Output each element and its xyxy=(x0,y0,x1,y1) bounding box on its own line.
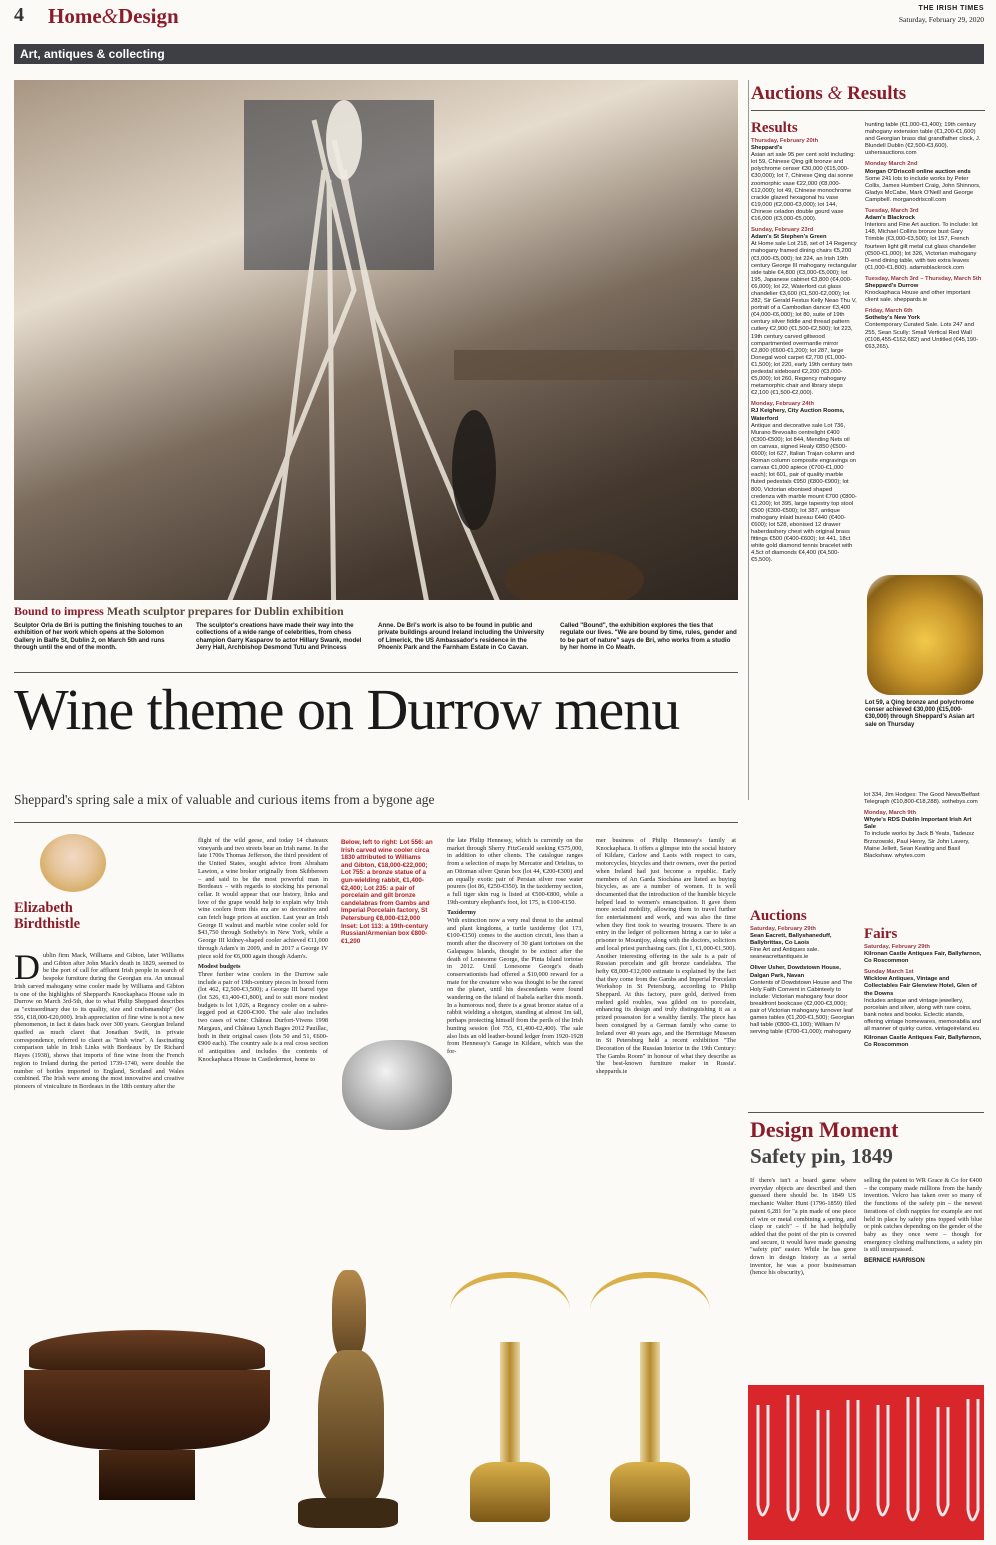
censer-caption: Lot 59, a Qing bronze and polychrome censer achieved €30,000 (€15,000-€30,000) through Sheppard's Asian art sale on Thursday xyxy=(865,700,975,728)
result-entry xyxy=(865,276,983,304)
results-col-2 xyxy=(865,122,983,642)
article-text-3: the late Philip Hennessy, which is currently on the market through Sherry FitzGerald seeking €575,000, in addition to other clients. The catalogue ranges from a selection of maps by Mercator and Ortelius, to an Ottoman silver Quran box (lot 44, €200-€300) and an equally exotic pair of Persian silver rose water pourers (lot 86, €250-€350). In the taxidermy section, a full tiger skin rug is listed at €500-€800, while a 19th-century elephant's foot, lot 175, is €100-€150. xyxy=(447,837,583,906)
auctions-title-amp: & xyxy=(827,83,843,104)
photo-safety-pins xyxy=(748,1385,984,1540)
photo-candelabra xyxy=(420,1262,738,1542)
fair-date: Sunday March 1st xyxy=(864,969,914,976)
auctions-list xyxy=(750,926,856,1136)
auction-venue: Sean Eacrett, Ballyshaneduff, Ballybrittas, Co Laois xyxy=(750,933,832,947)
result-text: lot 334, Jim Hodges: The Good News/Belfast Telegraph (€10,800-€18,288). sothebys.com xyxy=(864,792,980,806)
result-date: Monday March 2nd xyxy=(865,161,918,168)
result-venue: Sheppard's xyxy=(751,145,783,152)
issue-date: Saturday, February 29, 2020 xyxy=(898,15,984,24)
result-text: Antique and decorative sale Lot 736, Murano Brevoalto centrelight €400 (€300-€500); lot 844, Mending Nets oil on canvas, signed Healy €850 (€500-€600); lot 627, Italian Trajan column and Roman column composite engravings on canvas €1,000 apiece (€700-€1,000 each); lot 601, pair of quality marble fluted pedestals €950 (€800-€900); lot 800, Victorian ebonised shaped credenza with marble mount €700 (€800-€1,200); lot 395, large tapestry top stool €500 (€300-€500); lot 387, antique mahogany inlaid bureau €440 (€400-€600); lot 528, ebonised 12 drawer haberdashery chest with original brass fittings €500 (€400-€600); lot 441, 18ct white gold diamond tennis bracelet with 4.5ct of diamonds €4,400 (€4,500-€5,500). xyxy=(751,422,857,564)
results-heading: Results xyxy=(751,120,798,136)
divider xyxy=(14,822,738,823)
result-text: Interiors and Fine Art auction. To include: lot 148, Michael Collins bronze bust Gary Trimble (€3,000-€3,500); lot 157, French fourteen light gilt metal cut glass chandelier (€500-€1,000); lot 326, Victorian mahogany D-end dining table, with two extra leaves (€1,000-€1,800). adamsblackrock.com xyxy=(865,222,978,271)
article-text-2a: flight of the wild geese, and today 14 chateaux vineyards and two streets bear an Irish name. In the late 1700s Thomas Jefferson, the third president of the United States, sought advice from Abraham Lawton, a wine broker originally from Skibbereen – and said to be the most powerful man in Bordeaux – with regards to stocking his personal cellar. It would appear that our history, links and love of the grape would help to explain why Irish wine coolers from this era are so decorative and can fetch huge prices at auction. Last year an Irish George II walnut and marble wine cooler sold for $43,750 through Sotheby's in New York, while a George III kidney-shaped cooler achieved €11,000 through Adam's in 2009, and in 2017 a George IV piece sold for €6,000 again though Adam's. xyxy=(198,837,328,960)
fair-text: Includes antique and vintage jewellery, porcelain and silver, along with rare coins, bank notes and books. Eclectic stands, offering vintage homewares, memorabilia and all manner of quirky curios. vintageireland.eu xyxy=(864,997,982,1033)
article-text-2b: Three further wine coolers in the Durrow sale include a pair of 19th-century pieces in boxed form (lot 462, €2,500-€3,500); a George III barrel type (lot 526, €1,400-€1,800), and to suit more modest budgets is lot 1,026, a Regency cooler on a sabre-legged pod at €200-€300. The sale also includes two cases of wine: Château Durfort-Vivens 1998 Margaux, and Château Lynch Bages 2012 Pauillac, both in their original cases (lots 50 and 51, €600-€900 each). The country sale is a real cross section of antiquities and includes the contents of Knockaphaca House in Castledermot, home to xyxy=(198,970,328,1063)
result-venue: Sotheby's New York xyxy=(865,315,920,322)
fairs-heading: Fairs xyxy=(864,926,898,942)
product-photo-caption: Below, left to right: Lot 556: an Irish carved wine cooler circa 1830 attributed to Williams and Gibton, €18,000-€22,000; Lot 755: a bronze statue of a gun-wielding rabbit, €1,400-€2,400; Lot 235: a pair of porcelain and gilt bronze candelabras from Gambs and Imperial Porcelain factory, St Petersburg €8,000-€12,000 Inset: Lot 113: a 19th-century Russian/Armenian box €800-€1,200 xyxy=(341,839,433,945)
article-col-3 xyxy=(447,837,583,1287)
result-venue: Morgan O'Driscoll online auction ends xyxy=(865,168,971,175)
result-entry xyxy=(751,227,857,397)
auction-entry xyxy=(750,965,856,1036)
design-moment-title: Design Moment xyxy=(750,1117,899,1142)
auctions-heading: Auctions xyxy=(750,908,807,924)
subhead-taxidermy: Taxidermy xyxy=(447,909,477,917)
fair-venue: Kilronan Castle Antiques Fair, Ballyfarnon, Co Roscommon xyxy=(864,951,982,965)
auction-text: Fine Art and Antiques sale. seaneacrettantiques.ie xyxy=(750,947,819,961)
result-entry xyxy=(865,208,983,272)
design-col-2 xyxy=(864,1177,982,1377)
author-last-name: Birdthistle xyxy=(14,916,81,932)
result-venue: Adam's Blackrock xyxy=(865,215,916,222)
article-col-1 xyxy=(14,952,184,1292)
result-text: Asian art sale 95 per cent sold including: lot 59, Chinese Qing gilt bronze and polychrome censer €30,000 (€15,000-€30,000); lot 7, Chinese Qing dai sonne zoomorphic vase €22,000 (€8,000-€12,000); lot 49, Chinese monochrome crackle glazed hexagonal hu vase €19,000 (€2,000-€3,000); lot 144, Chinese celadon double gourd vase €16,000 (€3,000-€5,000). xyxy=(751,152,856,223)
caption-col-2: The sculptor's creations have made their way into the collections of a wide range of celebrities, from chess champion Garry Kasparov to actor Hillary Swank, model Jerry Hall, Archbishop Desmond Tutu and Princess xyxy=(196,622,362,652)
author-avatar xyxy=(40,834,106,892)
article-col-4: mer business of Philip Hennessy's family at Knockaphaca. It offers a glimpse into the social history of Kildare, Carlow and Laois with respect to cars, motorcycles, bicycles and their owners, over the period when Ireland had just become a republic. Early members of An Garda Síochána are listed as buying bicycles, as are a number of women. It is well documented that the introduction of the humble bicycle helped lead to women's emancipation. It gave them more social mobility, allowing them to travel further for entertainment and work, and was also the time when they first took to wearing trousers. There is an entry in the ledger of policemen hiring a car to take a prisoner to Mountjoy, along with the doctors, solicitors and local priest purchasing cars. (lot 1, €1,000-€1,500). Another interesting offering in the sale is a pair of Russian porcelain and gilt bronze candelabra. The hefty €8,000-€12,000 estimate is explained by the fact that they come from the Gambs and Imperial Porcelain Workshop in St Petersburg, according to Philip Sheppard. At this factory, pure gold, derived from melted gold roubles, was gilded on to porcelain, enhancing its design and truly distinguishing it as a prized possession for a wealthy family. The piece has been consigned by a German family who came to Ireland over 40 years ago, and the Hermitage Museum in St Petersburg held a recent exhibition "The Decoration of the Russian Interior in the 19th Century: The Gambs Room" in honour of what they describe as 'the best-known furniture maker in Russia'. sheppards.ie xyxy=(596,837,736,1076)
fair-entry xyxy=(864,944,982,965)
article-text-1: ublin firm Mack, Williams and Gibton, later Williams and Gibton after John Mack's death in 1829, seemed to be the port of call for affluent Irish people in search of bespoke furniture during the Georgian era. An unusual Irish carved mahogany wine cooler made by Williams and Gibton is one of the highlights of Sheppard's Knockaphaca House sale in Durrow on March 3rd-5th, due to what Philip Sheppard describes as "extraordinary due to its quality, size and craftsmanship" (lot 556, €18,000-€20,000). Irish appreciation of fine wine is not a new phenomenon, in fact it dates back over 300 years. Georgian Ireland quaffed as much claret that Jonathan Swift, in private correspondence, referred to claret as "Irish wine". A fascinating comparison table in Irish Links with Bordeaux by Dr Richard Hayes (1938), shows that imports of fine wine from the French region to Ireland during the period 1739-1740, were double the number of bottles imported to England, Scotland and Wales combined. The Irish were among the most innovative and creative pioneers of viniculture in Bordeaux in the 18th century after the xyxy=(14,952,184,1090)
result-date: Monday, February 24th xyxy=(751,401,815,408)
inset-photo-silver-box xyxy=(342,1040,452,1130)
dropcap: D xyxy=(14,952,40,987)
divider xyxy=(748,1112,984,1113)
section-title xyxy=(48,4,179,29)
auction-entry xyxy=(750,926,856,961)
paper-name: THE IRISH TIMES xyxy=(918,5,984,12)
result-venue: Whyte's RDS Dublin Important Irish Art Sale xyxy=(864,817,972,831)
section-word-design: Design xyxy=(118,4,179,28)
result-entry xyxy=(865,308,983,351)
fair-entry xyxy=(864,969,982,1033)
author-first-name: Elizabeth xyxy=(14,900,73,916)
caption-subtitle: Meath sculptor prepares for Dublin exhibition xyxy=(106,604,344,618)
design-byline: BERNICE HARRISON xyxy=(864,1258,925,1265)
design-moment-subtitle: Safety pin, 1849 xyxy=(750,1144,893,1168)
fair-date: Saturday, February 29th xyxy=(864,944,930,950)
auctions-panel xyxy=(748,80,985,800)
result-date: Tuesday, March 3rd xyxy=(865,208,919,215)
results-col-1 xyxy=(751,138,857,838)
article-text-3b: With extinction now a very real threat to the animal and plant kingdoms, a turtle taxidermy (lot 173, €100-€150) comes to the auction circuit, less than a month after the discovery of 30 giant tortoises on the Galapagos Islands, thought to be extinct after the death of Lonesome George, the Pinta Island tortoise in 2012. Until Lonesome George's death conservationists had offered a $10,000 reward for a mate for the creature who was thought to be the rarest on the planet, until his descendants were found wandering on the island of Isabela earlier this month. In a humorous nod, there is a great bronze statue of a rabbit wielding a shotgun, standing at almost 1m tall, perhaps protecting himself from the perils of the Irish hunting session (lot 755, €1,400-€2,400). The sale also lists an old leather-bound ledger from 1920-1928 from Hennessy's Garage in Kildare, which was the for- xyxy=(447,917,583,1055)
page-number: 4 xyxy=(14,4,24,26)
result-date: Tuesday, March 3rd – Thursday, March 5th xyxy=(865,275,982,282)
photo-caption-block xyxy=(14,604,738,664)
result-text: At Home sale Lot 218, set of 14 Regency mahogany framed dining chairs €5,200 (€3,000-€5,000); lot 224, an Irish 19th century George III mahogany rectangular side table €4,800 (€3,000-€5,000); lot 195, Japanese cabinet €3,800 (€4,000-€6,000); lot 22, Waterford cut glass chandelier €3,600 (€1,500-€2,000); lot 282, Sir Gerald Festus Kelly Neao Thu V, portrait of a Cambodian dancer €3,400 (€4,000-€6,000); lot 80, suite of 19th century silver fiddle and thread pattern cutlery €2,900 (€1,500-€2,500); lot 223, 19th century carved giltwood compartmented overmantle mirror €2,800 (€600-€1,200); lot 287, large Donegal wool carpet €2,700 (€1,000-€1,500); lot 220, early 19th century twin pedestal sideboard €2,200 (€3,000-€5,000); lot 260, Regency mahogany metamorphic chair and library steps €2,100 (€1,500-€2,000). xyxy=(751,241,857,397)
result-venue: RJ Keighery, City Auction Rooms, Waterford xyxy=(751,408,845,422)
result-date: Sunday, February 23rd xyxy=(751,227,814,234)
photo-bronze-rabbit xyxy=(288,1270,418,1540)
result-entry xyxy=(864,792,982,806)
sculpture-illustration xyxy=(14,80,738,600)
fair-venue: Wicklow Antiques, Vintage and Collectables Fair Glenview Hotel, Glen of the Downs xyxy=(864,976,977,997)
result-text: Some 241 lots to include works by Peter Collis, James Humbert Craig, John Shinnors, Gladys McCabe, Mark O'Neill and George Campbell. morganodriscoll.com xyxy=(865,175,981,203)
auction-venue: Oliver Usher, Dowdstown House, Dalgan Park, Navan xyxy=(750,965,841,979)
subhead-modest-budgets: Modest budgets xyxy=(198,963,241,971)
result-text: To include works by Jack B Yeats, Tadeusz Brzozowski, Paul Henry, Sir John Lavery, Maine Jellett, Sean Keating and Basil Blackshaw. whytes.com xyxy=(864,831,975,859)
auction-date: Saturday, February 29th xyxy=(750,926,816,932)
headline: Wine theme on Durrow menu xyxy=(14,677,680,742)
result-date: Monday, March 9th xyxy=(864,810,917,817)
author-name xyxy=(14,900,80,932)
section-amp: & xyxy=(101,4,118,28)
masthead xyxy=(14,4,984,34)
safety-pins-graphic xyxy=(748,1385,984,1540)
auctions-title xyxy=(751,83,906,105)
result-entry xyxy=(865,122,983,157)
auctions-title-a: Auctions xyxy=(751,83,823,104)
result-entry xyxy=(864,810,982,860)
photo-qing-censer xyxy=(867,575,983,695)
standfirst: Sheppard's spring sale a mix of valuable and curious items from a bygone age xyxy=(14,792,435,807)
result-text: hunting table (€1,000-€1,400); 19th century mahogany extension table (€1,200-€1,600) and Georgian brass dial grandfather clock, J. Blundell Dublin (€2,500-€3,600). ushersauctions.com xyxy=(865,122,981,157)
design-col-1: If there's isn't a board game where everyday objects are described and then guessed there should be. In 1849 US mechanic Walter Hunt (1796-1859) filed patent 6,281 for "a pin made of one piece of wire or metal combining a spring, and clasp or catch" – if he had helpfully added that the point of the pin is covered and secure, it would have made guessing "safety pin" easier. While he has gone down in design history as a serial inventor, he was a poor businessman (hence his obscurity), xyxy=(750,1177,856,1277)
caption-col-3: Anne. De Bri's work is also to be found in public and private buildings around Ireland including the University of Limerick, the US Ambassador's residence in the Phoenix Park and the Farnham Estate in Co Cavan. xyxy=(378,622,545,652)
result-venue: Adam's St Stephen's Green xyxy=(751,234,827,241)
result-date: Thursday, February 20th xyxy=(751,138,819,144)
caption-col-1: Sculptor Orla de Bri is putting the finishing touches to an exhibition of her work which opens at the Solomon Gallery in Balfe St, Dublin 2, on March 5th and runs through until the end of the month. xyxy=(14,622,183,652)
caption-heading xyxy=(14,604,738,619)
lead-photo-sculptor-studio xyxy=(14,80,738,600)
result-date: Friday, March 6th xyxy=(865,308,913,315)
design-text-2: selling the patent to WR Grace & Co for €400 – the company made millions from the handy invention. Velcro has taken over so many of the functions of the safety pin – the newest iterations of cloth nappies for example are not held in place by safety pins topped with blue or pink catches depending on the gender of the baby as they once were – though for emergency clothing malfunctions, a safety pin is still unsurpassed. xyxy=(864,1177,982,1254)
fair-venue: Kilronan Castle Antiques Fair, Ballyfarnon, Co Roscommon xyxy=(864,1035,982,1049)
result-venue: Sheppard's Durrow xyxy=(865,282,919,289)
photo-wine-cooler xyxy=(14,1300,280,1505)
auctions-title-b: Results xyxy=(847,83,907,104)
subsection-title: Art, antiques & collecting xyxy=(20,47,165,61)
section-word-home: Home xyxy=(48,4,102,28)
fairs-list xyxy=(864,944,982,1114)
article-col-2 xyxy=(198,837,328,1279)
divider xyxy=(14,672,738,673)
result-text: Contemporary Curated Sale. Lots 247 and 255, Sean Scully: Small Vertical Red Wall (€108,455-€162,682) and Untitled (€45,190-€63,265). xyxy=(865,322,979,350)
result-entry xyxy=(751,138,857,223)
caption-col-4: Called "Bound", the exhibition explores the ties that regulate our lives. "We are bound by time, rules, gender and to be part of nature" says de Bri, who works from a studio by her home in Co Meath. xyxy=(560,622,737,652)
auction-text: Contents of Dowdstown House and The Holy Faith Convent in Cabinteely to include: Victorian mahogany four door breakfront bookcase (€2,000-€3,000); pair of Victorian mahogany turnover leaf games tables (€1,200-€1,500); Georgian hall table (€800-€1,100); William IV serving table (€700-€1,000); mahogany xyxy=(750,979,855,1036)
caption-title: Bound to impress xyxy=(14,604,104,618)
fair-entry xyxy=(864,1035,982,1049)
result-entry xyxy=(751,401,857,564)
results-col-2-continued xyxy=(864,792,982,902)
subsection-bar xyxy=(14,44,984,64)
divider xyxy=(751,110,985,111)
result-text: Knockaphaca House and other important client sale. sheppards.ie xyxy=(865,290,971,304)
result-entry xyxy=(865,161,983,204)
